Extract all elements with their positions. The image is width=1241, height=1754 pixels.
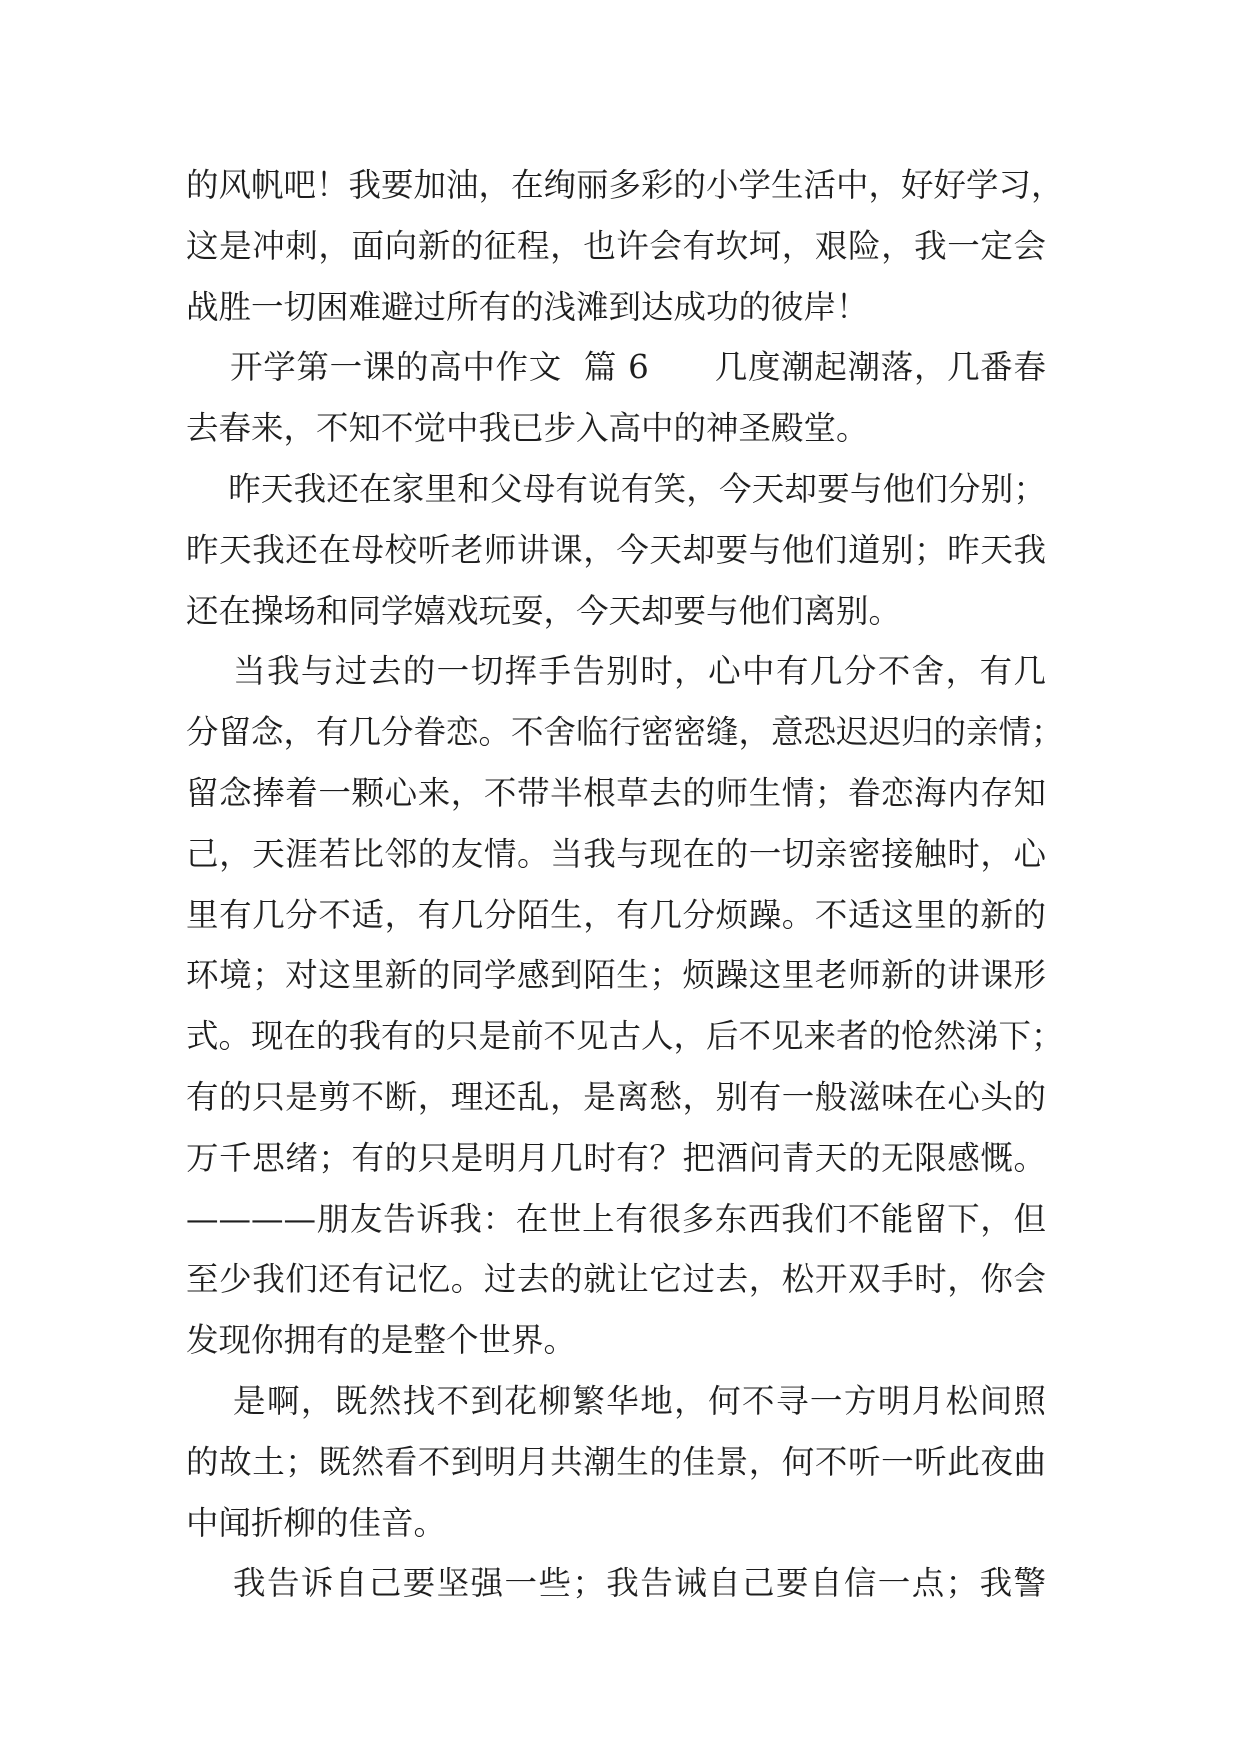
text-line: 昨天我还在家里和父母有说有笑，今天却要与他们分别； <box>186 469 1046 508</box>
text-line: 这是冲刺，面向新的征程，也许会有坎坷，艰险，我一定会 <box>186 226 1046 265</box>
section-heading-line: 开学第一课的高中作文 篇 6 几度潮起潮落，几番春 <box>186 348 1046 387</box>
text-line: 的风帆吧！我要加油，在绚丽多彩的小学生活中，好好学习， <box>186 166 1064 204</box>
article-body <box>186 155 1064 1614</box>
text-line: 分留念，有几分眷恋。不舍临行密密缝，意恐迟迟归的亲情； <box>186 713 1064 752</box>
paragraph-3 <box>186 459 1046 641</box>
text-line: 当我与过去的一切挥手告别时，心中有几分不舍，有几 <box>186 652 1046 691</box>
paragraph-5 <box>186 1371 1046 1553</box>
text-line: 里有几分不适，有几分陌生，有几分烦躁。不适这里的新的 <box>186 895 1046 934</box>
text-line: 己，天涯若比邻的友情。当我与现在的一切亲密接触时，心 <box>186 834 1046 873</box>
text-line: 至少我们还有记忆。过去的就让它过去，松开双手时，你会 <box>186 1260 1046 1299</box>
text-line: 昨天我还在母校听老师讲课，今天却要与他们道别；昨天我 <box>186 530 1046 569</box>
paragraph-1 <box>186 155 1064 337</box>
text-line: 万千思绪；有的只是明月几时有？把酒问青天的无限感慨。 <box>186 1138 1046 1177</box>
text-line: 的故土；既然看不到明月共潮生的佳景，何不听一听此夜曲 <box>186 1442 1046 1481</box>
paragraph-6 <box>186 1553 1046 1614</box>
text-line: 环境；对这里新的同学感到陌生；烦躁这里老师新的讲课形 <box>186 956 1046 995</box>
text-line: 发现你拥有的是整个世界。 <box>186 1321 577 1360</box>
text-line: ————朋友告诉我：在世上有很多东西我们不能留下，但 <box>186 1199 1046 1238</box>
text-line: 还在操场和同学嬉戏玩耍，今天却要与他们离别。 <box>186 591 902 630</box>
text-line: 式。现在的我有的只是前不见古人，后不见来者的怆然涕下； <box>186 1017 1064 1056</box>
paragraph-4 <box>186 641 1064 1371</box>
text-line: 有的只是剪不断，理还乱，是离愁，别有一般滋味在心头的 <box>186 1077 1046 1116</box>
text-line: 留念捧着一颗心来，不带半根草去的师生情；眷恋海内存知 <box>186 773 1046 812</box>
text-line: 去春来，不知不觉中我已步入高中的神圣殿堂。 <box>186 409 869 448</box>
paragraph-2 <box>186 337 1046 459</box>
text-line: 战胜一切困难避过所有的浅滩到达成功的彼岸！ <box>186 287 869 326</box>
text-line: 中闻折柳的佳音。 <box>186 1503 447 1542</box>
text-line: 我告诉自己要坚强一些；我告诫自己要自信一点；我警 <box>186 1564 1046 1603</box>
text-line: 是啊，既然找不到花柳繁华地，何不寻一方明月松间照 <box>186 1381 1046 1420</box>
